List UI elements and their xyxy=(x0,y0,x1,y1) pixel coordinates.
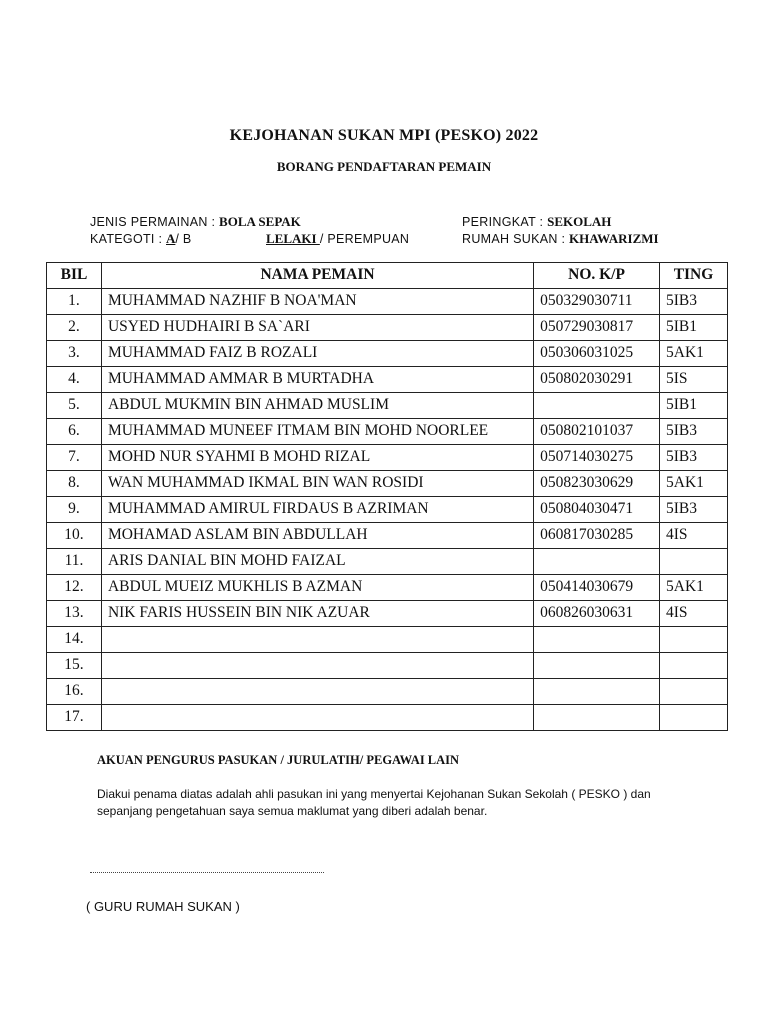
table-row xyxy=(47,471,728,497)
cell-nama-pemain: ABDUL MUEIZ MUKHLIS B AZMAN xyxy=(101,575,533,601)
cell-ting xyxy=(660,705,728,731)
cell-bil: 3. xyxy=(47,341,102,367)
cell-no-kp: 050306031025 xyxy=(534,341,660,367)
cell-bil: 15. xyxy=(47,653,102,679)
rumah-sukan-value: KHAWARIZMI xyxy=(569,231,659,246)
header-no-kp: NO. K/P xyxy=(534,263,660,289)
cell-no-kp xyxy=(534,549,660,575)
cell-ting: 5IS xyxy=(660,367,728,393)
kategori-option-a: A xyxy=(166,231,176,246)
peringkat-field xyxy=(462,214,611,230)
table-row xyxy=(47,549,728,575)
signature-label: ( GURU RUMAH SUKAN ) xyxy=(86,899,240,914)
table-row xyxy=(47,445,728,471)
rumah-sukan-label: RUMAH SUKAN : xyxy=(462,232,569,246)
header-bil: BIL xyxy=(47,263,102,289)
cell-no-kp: 050802101037 xyxy=(534,419,660,445)
cell-no-kp xyxy=(534,653,660,679)
cell-ting: 5IB1 xyxy=(660,393,728,419)
cell-nama-pemain: MUHAMMAD AMMAR B MURTADHA xyxy=(101,367,533,393)
cell-nama-pemain: USYED HUDHAIRI B SA`ARI xyxy=(101,315,533,341)
header-nama-pemain: NAMA PEMAIN xyxy=(101,263,533,289)
jenis-permainan-label: JENIS PERMAINAN : xyxy=(90,215,220,229)
cell-ting xyxy=(660,549,728,575)
cell-ting: 5IB3 xyxy=(660,445,728,471)
cell-no-kp xyxy=(534,705,660,731)
player-registration-table xyxy=(46,262,728,731)
cell-nama-pemain: MUHAMMAD AMIRUL FIRDAUS B AZRIMAN xyxy=(101,497,533,523)
header-ting: TING xyxy=(660,263,728,289)
cell-bil: 6. xyxy=(47,419,102,445)
cell-ting: 5IB1 xyxy=(660,315,728,341)
cell-nama-pemain xyxy=(101,653,533,679)
cell-nama-pemain: MOHD NUR SYAHMI B MOHD RIZAL xyxy=(101,445,533,471)
cell-bil: 12. xyxy=(47,575,102,601)
table-row xyxy=(47,601,728,627)
table-row xyxy=(47,523,728,549)
cell-no-kp: 060826030631 xyxy=(534,601,660,627)
cell-bil: 10. xyxy=(47,523,102,549)
cell-ting: 5AK1 xyxy=(660,341,728,367)
cell-bil: 9. xyxy=(47,497,102,523)
peringkat-label: PERINGKAT : xyxy=(462,215,548,229)
table-row xyxy=(47,315,728,341)
table-row xyxy=(47,627,728,653)
table-header-row xyxy=(47,263,728,289)
jantina-field xyxy=(266,231,409,247)
cell-bil: 1. xyxy=(47,289,102,315)
jantina-perempuan: / PEREMPUAN xyxy=(319,232,410,246)
cell-no-kp xyxy=(534,627,660,653)
signature-line xyxy=(90,872,324,873)
cell-nama-pemain: MOHAMAD ASLAM BIN ABDULLAH xyxy=(101,523,533,549)
kategori-field xyxy=(90,231,192,247)
rumah-sukan-field xyxy=(462,231,659,247)
kategori-option-b: / B xyxy=(175,232,192,246)
cell-no-kp: 060817030285 xyxy=(534,523,660,549)
akuan-line-1: Diakui penama diatas adalah ahli pasukan ini yang menyertai Kejohanan Sukan Sekolah ( PESKO ) dan xyxy=(97,787,651,801)
table-row xyxy=(47,419,728,445)
akuan-statement xyxy=(97,786,697,820)
table-row xyxy=(47,393,728,419)
cell-bil: 11. xyxy=(47,549,102,575)
cell-ting: 5IB3 xyxy=(660,497,728,523)
table-row xyxy=(47,289,728,315)
cell-no-kp: 050329030711 xyxy=(534,289,660,315)
cell-ting: 5IB3 xyxy=(660,419,728,445)
table-row xyxy=(47,341,728,367)
cell-nama-pemain xyxy=(101,627,533,653)
cell-bil: 16. xyxy=(47,679,102,705)
cell-no-kp: 050802030291 xyxy=(534,367,660,393)
cell-nama-pemain: MUHAMMAD FAIZ B ROZALI xyxy=(101,341,533,367)
cell-bil: 8. xyxy=(47,471,102,497)
cell-nama-pemain xyxy=(101,705,533,731)
cell-bil: 14. xyxy=(47,627,102,653)
cell-no-kp: 050823030629 xyxy=(534,471,660,497)
table-row xyxy=(47,653,728,679)
cell-ting: 5IB3 xyxy=(660,289,728,315)
cell-nama-pemain xyxy=(101,679,533,705)
cell-no-kp xyxy=(534,393,660,419)
cell-no-kp: 050714030275 xyxy=(534,445,660,471)
cell-ting xyxy=(660,627,728,653)
cell-no-kp: 050804030471 xyxy=(534,497,660,523)
cell-nama-pemain: NIK FARIS HUSSEIN BIN NIK AZUAR xyxy=(101,601,533,627)
akuan-line-2: sepanjang pengetahuan saya semua maklumat yang diberi adalah benar. xyxy=(97,804,488,818)
cell-no-kp: 050729030817 xyxy=(534,315,660,341)
table-body xyxy=(47,289,728,731)
kategori-label: KATEGOTI : xyxy=(90,232,166,246)
table-row xyxy=(47,575,728,601)
table-row xyxy=(47,367,728,393)
cell-ting xyxy=(660,653,728,679)
jenis-permainan-field xyxy=(90,214,301,230)
cell-nama-pemain: ABDUL MUKMIN BIN AHMAD MUSLIM xyxy=(101,393,533,419)
document-title: KEJOHANAN SUKAN MPI (PESKO) 2022 xyxy=(229,127,539,144)
peringkat-value: SEKOLAH xyxy=(547,214,612,229)
cell-bil: 13. xyxy=(47,601,102,627)
table-row xyxy=(47,705,728,731)
cell-nama-pemain: ARIS DANIAL BIN MOHD FAIZAL xyxy=(101,549,533,575)
document-subtitle: BORANG PENDAFTARAN PEMAIN xyxy=(276,159,492,174)
cell-no-kp: 050414030679 xyxy=(534,575,660,601)
cell-ting: 4IS xyxy=(660,523,728,549)
table-row xyxy=(47,497,728,523)
table-row xyxy=(47,679,728,705)
cell-ting: 5AK1 xyxy=(660,575,728,601)
jenis-permainan-value: BOLA SEPAK xyxy=(219,214,301,229)
cell-ting: 5AK1 xyxy=(660,471,728,497)
akuan-title: AKUAN PENGURUS PASUKAN / JURULATIH/ PEGAWAI LAIN xyxy=(97,753,460,767)
cell-nama-pemain: WAN MUHAMMAD IKMAL BIN WAN ROSIDI xyxy=(101,471,533,497)
cell-nama-pemain: MUHAMMAD NAZHIF B NOA'MAN xyxy=(101,289,533,315)
cell-no-kp xyxy=(534,679,660,705)
cell-nama-pemain: MUHAMMAD MUNEEF ITMAM BIN MOHD NOORLEE xyxy=(101,419,533,445)
cell-bil: 5. xyxy=(47,393,102,419)
cell-bil: 7. xyxy=(47,445,102,471)
jantina-lelaki: LELAKI xyxy=(266,231,320,246)
cell-ting xyxy=(660,679,728,705)
cell-bil: 17. xyxy=(47,705,102,731)
cell-bil: 4. xyxy=(47,367,102,393)
cell-ting: 4IS xyxy=(660,601,728,627)
cell-bil: 2. xyxy=(47,315,102,341)
